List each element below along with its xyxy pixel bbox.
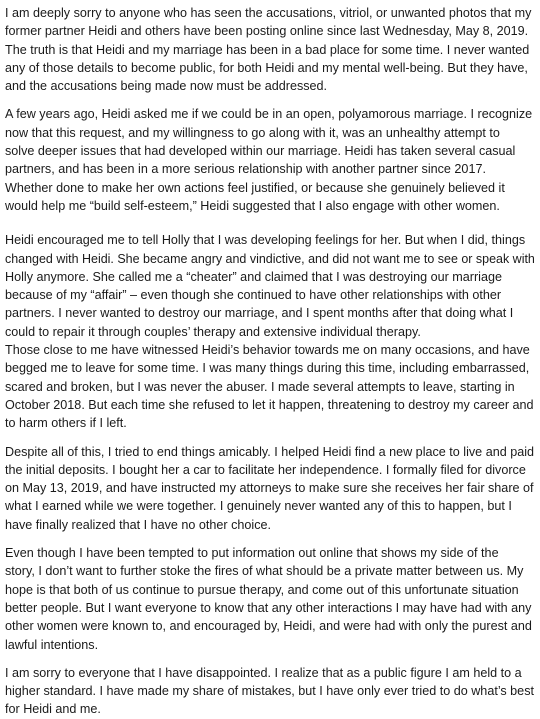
paragraph-line: Whether done to make her own actions feel justified, or because she genuinely believed it [5,180,505,195]
paragraph-3 [5,231,535,341]
paragraph-4 [5,341,535,432]
paragraph-line: story, I don’t want to further stoke the fires of what should be a private matter between us. My [5,564,524,579]
paragraph-line: any of those details to become public, for both Heidi and my mental well-being. But they have, [5,60,528,75]
paragraph-1 [5,4,535,95]
paragraph-line: now that this request, and my willingness to go along with it, was an unhealthy attempt to [5,125,500,140]
paragraph-line: hope is that both of us continue to pursue therapy, and come out of this unfortunate situation [5,582,519,597]
paragraph-line: lawful intentions. [5,637,99,652]
paragraph-line: Even though I have been tempted to put information out online that shows my side of the [5,546,499,561]
paragraph-5 [5,443,535,534]
paragraph-6 [5,544,535,654]
paragraph-line: the initial deposits. I bought her a car to facilitate her independence. I formally filed for divorce [5,462,526,477]
paragraph-line: on May 13, 2019, and have instructed my attorneys to make sure she receives her fair share of [5,481,534,496]
paragraph-line: Despite all of this, I tried to end things amicably. I helped Heidi find a new place to live and paid [5,444,535,459]
paragraph-line: for Heidi and me. [5,702,101,717]
paragraph-line: The truth is that Heidi and my marriage has been in a bad place for some time. I never wanted [5,42,530,57]
paragraph-line: changed with Heidi. She became angry and vindictive, and did not want me to see or speak with [5,251,535,266]
paragraph-line: I am sorry to everyone that I have disappointed. I realize that as a public figure I am held to a [5,665,522,680]
paragraph-line: higher standard. I have made my share of mistakes, but I have only ever tried to do what’s best [5,684,534,699]
paragraph-line: and the accusations being made now must be addressed. [5,79,328,94]
paragraph-line: other women were known to, and encouraged by, Heidi, and were had with only the purest and [5,619,532,634]
paragraph-line: have finally realized that I have no other choice. [5,517,272,532]
paragraph-line: partners. I never wanted to destroy our marriage, and I spent months after that doing what I [5,306,514,321]
paragraph-2 [5,105,535,215]
paragraph-line: scared and broken, but I was never the abuser. I made several attempts to leave, starting in [5,379,515,394]
paragraph-line: to harm others if I left. [5,416,127,431]
paragraph-7 [5,664,535,719]
paragraph-line: would help me “build self-esteem,” Heidi suggested that I also engage with other women. [5,198,500,213]
paragraph-line: solve deeper issues that had developed within our marriage. Heidi has taken several casual [5,144,516,159]
paragraph-line: could to repair it through couples’ therapy and extensive individual therapy. [5,324,421,339]
paragraph-line: because of my “affair” – even though she continued to have other relationships with other [5,288,502,303]
paragraph-line: Holly anymore. She called me a “cheater” and claimed that I was destroying our marriage [5,269,502,284]
paragraph-line: former partner Heidi and others have been posting online since last Wednesday, May 8, 2019. [5,24,529,39]
paragraph-line: October 2018. But each time she refused to let it happen, threatening to destroy my career and [5,397,534,412]
paragraph-line: A few years ago, Heidi asked me if we could be in an open, polyamorous marriage. I recognize [5,107,533,122]
paragraph-line: Those close to me have witnessed Heidi’s behavior towards me on many occasions, and have [5,343,530,358]
paragraph-line: Heidi encouraged me to tell Holly that I was developing feelings for her. But when I did, things [5,233,526,248]
paragraph-line: better people. But I want everyone to know that any other interactions I may have had with any [5,600,532,615]
paragraph-line: what I earned while we were together. I genuinely never wanted any of this to happen, but I [5,499,512,514]
statement-document [5,4,535,719]
paragraph-line: partners, and has been in a more serious relationship with another partner since 2017. [5,162,486,177]
paragraph-line: begged me to leave for some time. I was many things during this time, including embarrassed, [5,361,530,376]
paragraph-line: I am deeply sorry to anyone who has seen the accusations, vitriol, or unwanted photos that my [5,6,532,20]
